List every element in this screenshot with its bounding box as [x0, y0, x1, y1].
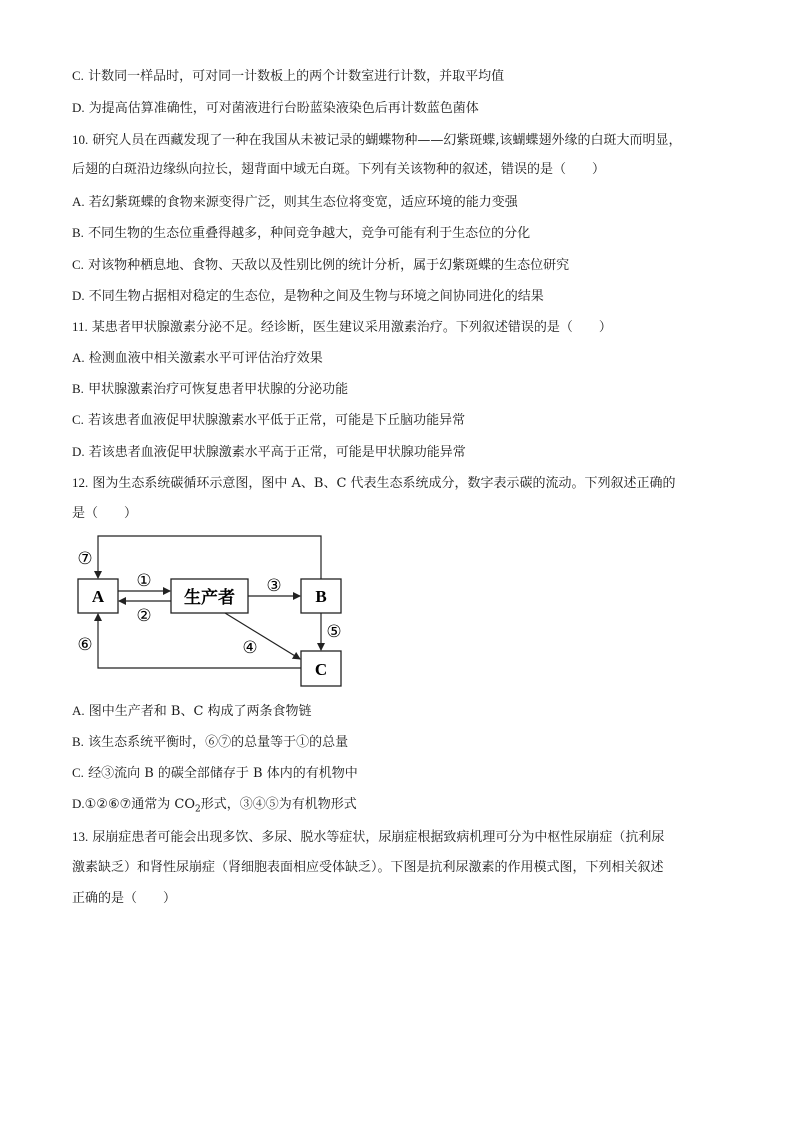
box-a-label: A [91, 587, 105, 606]
q11-stem [72, 318, 612, 337]
option-label: D. [72, 288, 85, 303]
q12-option-d [72, 795, 357, 814]
label-4: ④ [242, 638, 258, 658]
q10-stem-line1 [72, 131, 682, 150]
option-label: A. [72, 194, 85, 209]
option-text: 若幻紫斑蝶的食物来源变得广泛，则其生态位将变宽，适应环境的能力变强 [88, 195, 518, 210]
label-3: ③ [266, 576, 282, 596]
arrow-4 [225, 613, 300, 659]
option-label: B. [72, 225, 84, 240]
question-text: 尿崩症患者可能会出现多饮、多尿、脱水等症状，尿崩症根据致病机理可分为中枢性尿崩症（抗利尿 [92, 830, 665, 845]
question-text: 某患者甲状腺激素分泌不足。经诊断，医生建议采用激素治疗。下列叙述错误的是（ ） [91, 320, 612, 335]
label-1: ① [136, 571, 152, 591]
option-text: 若该患者血液促甲状腺激素水平高于正常，可能是甲状腺功能异常 [88, 445, 466, 460]
question-number: 11. [72, 319, 88, 334]
option-label: D. [72, 796, 85, 811]
option-label: C. [72, 257, 84, 272]
subscript: 2 [195, 804, 201, 815]
carbon-cycle-diagram [72, 530, 352, 692]
option-label: D. [72, 444, 85, 459]
option-text: 甲状腺激素治疗可恢复患者甲状腺的分泌功能 [88, 382, 349, 397]
box-b-label: B [315, 587, 327, 606]
q10-stem-line2: 后翅的白斑沿边缘纵向拉长，翅背面中域无白斑。下列有关该物种的叙述，错误的是（ ） [72, 162, 606, 177]
option-text: 对该物种栖息地、食物、天敌以及性别比例的统计分析，属于幻紫斑蝶的生态位研究 [88, 258, 570, 273]
option-label: C. [72, 765, 84, 780]
option-text: 检测血液中相关激素水平可评估治疗效果 [88, 351, 323, 366]
q11-option-a [72, 349, 323, 368]
q13-stem-line1 [72, 828, 664, 847]
q13-stem-line3: 正确的是（ ） [72, 891, 177, 906]
option-text: 该生态系统平衡时，⑥⑦的总量等于①的总量 [88, 735, 349, 750]
q11-option-b [72, 380, 348, 399]
q9-option-d [72, 99, 479, 118]
question-number: 12. [72, 475, 89, 490]
option-text: 不同生物的生态位重叠得越多，种间竞争越大，竞争可能有利于生态位的分化 [88, 226, 531, 241]
option-label: A. [72, 703, 85, 718]
q9-option-c [72, 67, 504, 86]
label-5: ⑤ [326, 622, 342, 642]
arrow-7 [98, 536, 321, 579]
option-label: B. [72, 381, 84, 396]
question-number: 13. [72, 829, 89, 844]
q10-option-c [72, 256, 569, 275]
option-label: B. [72, 734, 84, 749]
option-text: 为提高估算准确性，可对菌液进行台盼蓝染液染色后再计数蓝色菌体 [88, 101, 479, 116]
option-text: 经③流向 B 的碳全部储存于 B 体内的有机物中 [88, 766, 358, 781]
q12-stem-line2: 是（ ） [72, 506, 138, 521]
q12-option-b [72, 733, 348, 752]
box-c-label: C [314, 660, 328, 679]
q12-stem-line1 [72, 474, 676, 493]
q11-option-d [72, 443, 466, 462]
q12-option-a [72, 702, 312, 721]
option-label: C. [72, 412, 84, 427]
label-6: ⑥ [77, 635, 93, 655]
q10-option-b [72, 224, 530, 243]
label-7: ⑦ [77, 549, 93, 569]
question-number: 10. [72, 132, 89, 147]
label-2: ② [136, 606, 152, 626]
option-label: A. [72, 350, 85, 365]
option-text: 图中生产者和 B、C 构成了两条食物链 [88, 704, 312, 719]
option-text: 不同生物占据相对稳定的生态位，是物种之间及生物与环境之间协同进化的结果 [88, 289, 544, 304]
option-text-after: 形式，③④⑤为有机物形式 [200, 797, 357, 812]
option-label: D. [72, 100, 85, 115]
q11-option-c [72, 411, 465, 430]
option-text: 若该患者血液促甲状腺激素水平低于正常，可能是下丘脑功能异常 [88, 413, 466, 428]
q10-option-a [72, 193, 518, 212]
question-text: 研究人员在西藏发现了一种在我国从未被记录的蝴蝶物种——幻紫斑蝶,该蝴蝶翅外缘的白斑大而明显， [92, 133, 682, 148]
question-text: 图为生态系统碳循环示意图，图中 A、B、C 代表生态系统成分，数字表示碳的流动。下列叙述正确的 [92, 476, 676, 491]
option-label: C. [72, 68, 84, 83]
q10-option-d [72, 287, 544, 306]
option-text-before: ①②⑥⑦通常为 CO [84, 797, 195, 812]
option-text: 计数同一样品时，可对同一计数板上的两个计数室进行计数，并取平均值 [88, 69, 505, 84]
q12-option-c [72, 764, 358, 783]
box-producer-label: 生产者 [184, 588, 235, 608]
q13-stem-line2: 激素缺乏）和肾性尿崩症（肾细胞表面相应受体缺乏）。下图是抗利尿激素的作用模式图，下列相关叙述 [72, 860, 664, 875]
